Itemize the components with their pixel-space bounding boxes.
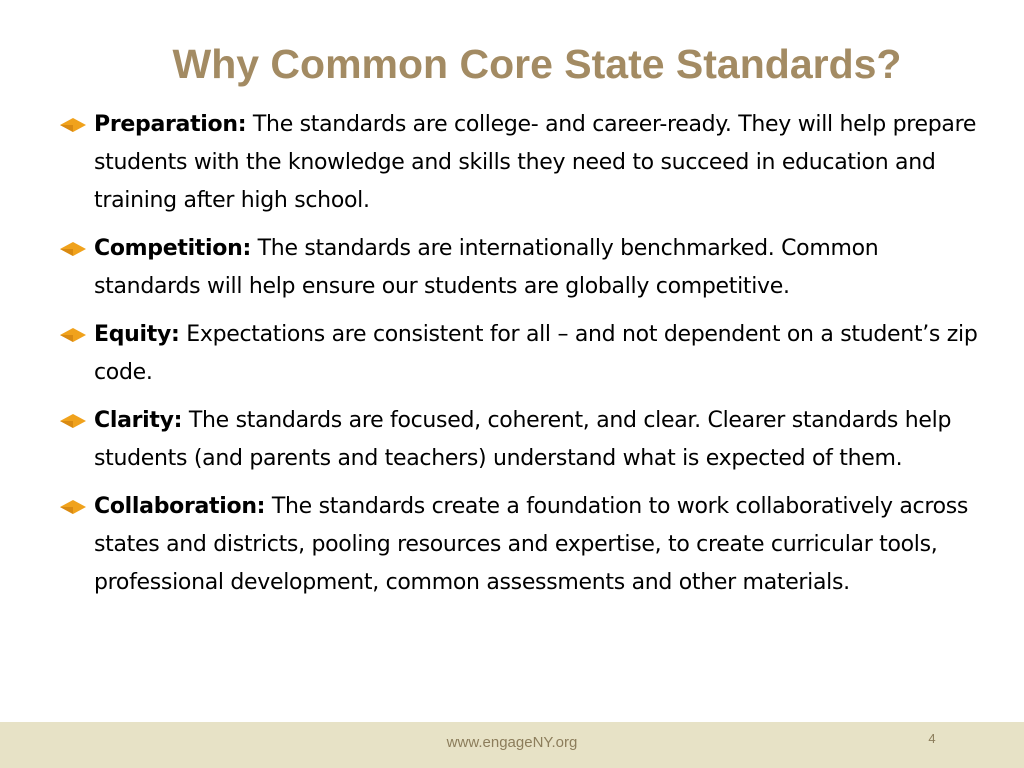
bullet-term: Equity: xyxy=(94,322,180,347)
bullet-term: Clarity: xyxy=(94,408,183,433)
bullet-item-preparation xyxy=(60,106,980,220)
slide-title: Why Common Core State Standards? xyxy=(172,41,902,87)
diamond-arrow-icon-graphic xyxy=(60,328,86,342)
bullet-item-clarity xyxy=(60,402,980,478)
bullet-term: Competition: xyxy=(94,236,251,261)
bullet-body: The standards are internationally benchmarked. Common standards will help ensure our students are globally competitive. xyxy=(94,236,879,299)
bullet-text xyxy=(94,488,980,602)
diamond-arrow-icon-graphic xyxy=(60,242,86,256)
bullet-term: Preparation: xyxy=(94,112,247,137)
diamond-arrow-icon xyxy=(60,106,94,144)
bullet-body: The standards are college- and career-ready. They will help prepare students with the knowledge and skills they need to succeed in education and training after high school. xyxy=(94,112,977,213)
bullet-item-collaboration xyxy=(60,488,980,602)
bullet-term: Collaboration: xyxy=(94,494,266,519)
diamond-arrow-icon-graphic xyxy=(60,500,86,514)
diamond-arrow-icon xyxy=(60,402,94,440)
page-number: 4 xyxy=(928,731,936,746)
diamond-arrow-icon xyxy=(60,316,94,354)
bullet-text xyxy=(94,230,980,306)
bullet-text xyxy=(94,402,980,478)
diamond-arrow-icon-graphic xyxy=(60,118,86,132)
diamond-arrow-icon-graphic xyxy=(60,414,86,428)
bullet-body: The standards create a foundation to work collaboratively across states and districts, pooling resources and expertise, to create curricular tools, professional development, common assessments and other materials. xyxy=(94,494,969,595)
bullet-text xyxy=(94,106,980,220)
bullet-list xyxy=(60,106,980,612)
diamond-arrow-icon xyxy=(60,230,94,268)
bullet-body: The standards are focused, coherent, and clear. Clearer standards help students (and parents and teachers) understand what is expected of them. xyxy=(94,408,952,471)
bullet-text xyxy=(94,316,980,392)
bullet-item-competition xyxy=(60,230,980,306)
diamond-arrow-icon xyxy=(60,488,94,526)
bullet-item-equity xyxy=(60,316,980,392)
bullet-body: Expectations are consistent for all – and not dependent on a student’s zip code. xyxy=(94,322,978,385)
footer-url[interactable]: www.engageNY.org xyxy=(446,734,578,751)
